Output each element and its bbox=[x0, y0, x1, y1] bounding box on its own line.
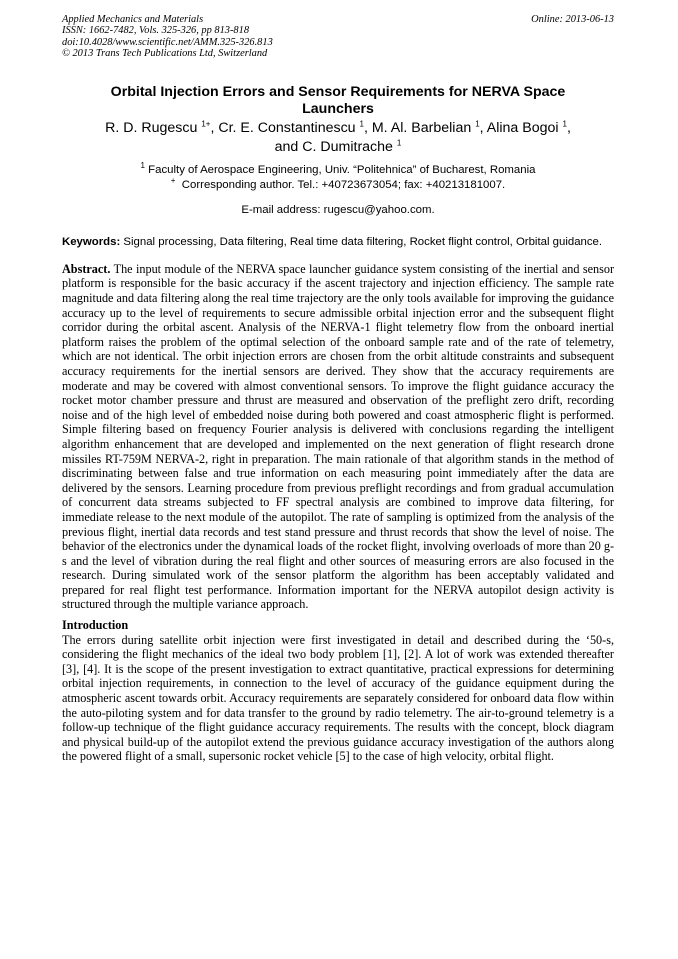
keywords-label: Keywords: bbox=[62, 235, 121, 248]
author-list bbox=[62, 119, 614, 157]
journal-header bbox=[62, 14, 614, 60]
abstract-paragraph bbox=[62, 262, 614, 612]
keywords-text: Signal processing, Data filtering, Real time data filtering, Rocket flight control, Orbital guidance. bbox=[123, 235, 603, 248]
author: R. D. Rugescu $^{1+}$, bbox=[105, 118, 219, 136]
abstract-label: Abstract. bbox=[62, 261, 111, 276]
corresponding-author-line: + Corresponding author. Tel.: +40723673054; fax: +40213181007. bbox=[170, 175, 506, 191]
keywords-paragraph bbox=[62, 235, 614, 249]
email-line: E-mail address: rugescu@yahoo.com. bbox=[241, 203, 435, 216]
author: Cr. E. Constantinescu $^1$, bbox=[218, 118, 372, 136]
journal-doi: doi:10.4028/www.scientific.net/AMM.325-326.813 bbox=[62, 36, 273, 48]
author: and C. Dumitrache $^1$ bbox=[274, 137, 402, 155]
journal-copyright: © 2013 Trans Tech Publications Ltd, Switzerland bbox=[62, 48, 268, 60]
paper-page bbox=[62, 14, 614, 764]
introduction-heading: Introduction bbox=[62, 618, 129, 633]
journal-name: Applied Mechanics and Materials bbox=[62, 14, 204, 25]
paper-title: Orbital Injection Errors and Sensor Requirements for NERVA Space Launchers bbox=[110, 83, 566, 117]
author: Alina Bogoi $^1$, bbox=[486, 118, 571, 136]
online-date: Online: 2013-06-13 bbox=[531, 14, 614, 25]
affiliation-line: $^1$ Faculty of Aerospace Engineering, Univ. “Politehnica” of Bucharest, Romania bbox=[140, 160, 536, 176]
journal-issn: ISSN: 1662-7482, Vols. 325-326, pp 813-818 bbox=[62, 25, 250, 37]
author: M. Al. Barbelian $^1$, bbox=[371, 118, 487, 136]
abstract-text: The input module of the NERVA space launcher guidance system consisting of the inertial and sensor platform is responsible for the basic accuracy if the ascent trajectory and injection efficiency. The sample rate magnitude and data filtering along the real time trajectory are the only tools available for improving the guidance accuracy up to the level of requirements to secure admissible orbital injection error and the subsequent flight corridor during the orbital ascent. Analysis of the NERVA-1 flight telemetry flow from the onboard inertial platform raises the problem of the optimal selection of the onboard sample rate and of the rate of telemetry, which are not identical. The orbit injection errors are chosen from the orbit altitude constraints and subsequent accuracy requirements for the inertial sensors are derived. They show that the accuracy requirements are moderate and may be covered with almost conventional sensors. To improve the flight guidance accuracy the rocket motor chamber pressure and thrust are measured and observation of the preflight zero drift, recording noise and of the high level of embedded noise during both powered and coast atmospheric flight is performed. Simple filtering based on frequency Fourier analysis is delivered with conclusions regarding the intelligent algorithm enhancement that are developed and implemented on the next generation of flight research drone missiles RT-759M NERVA-2, right in preparation. The main rationale of that algorithm stands in the method of discriminating between false and true information on each measuring point immediately after the data are delivered by the sensors. Learning procedure from previous preflight recordings and from gradual accumulation of concurrent data streams subjected to FF spectral analysis are combined to improve data filtering, for immediate release to the next module of the autopilot. The rate of sampling is optimized from the analysis of the previous flight, inertial data records and test stand pressure and thrust records that show the level of noise. The behavior of the electronics under the dynamical loads of the rocket flight, involving overloads of more than 20 g-s and the level of vibration during the real flight and other sources of measuring errors are also focused in the research. During simulated work of the sensor platform the algorithm has been acceptably validated and prepared for real flight test performance. Information important for the NERVA autopilot design activity is structured through the multiple variance approach. bbox=[62, 261, 614, 612]
introduction-paragraph: The errors during satellite orbit injection were first investigated in detail and described during the ‘50-s, considering the flight mechanics of the ideal two body problem [1], [2]. A lot of work was extended thereafter [3], [4]. It is the scope of the present investigation to extract quantitative, practical expressions for determining orbital injection requirements, in connection to the level of accuracy of the guidance equipment during the atmospheric ascent towards orbit. Accuracy requirements are separately considered for onboard data flow within the auto-piloting system and for data transfer to the ground by radio telemetry. The air-to-ground telemetry is a follow-up technique of the flight guidance accuracy requirements. The results with the concept, block diagram and physical build-up of the autopilot extend the previous guidance accuracy investigation of the authors along the powered flight of a small, supersonic rocket vehicle [5] to the case of high velocity, orbital flight. bbox=[62, 632, 614, 764]
